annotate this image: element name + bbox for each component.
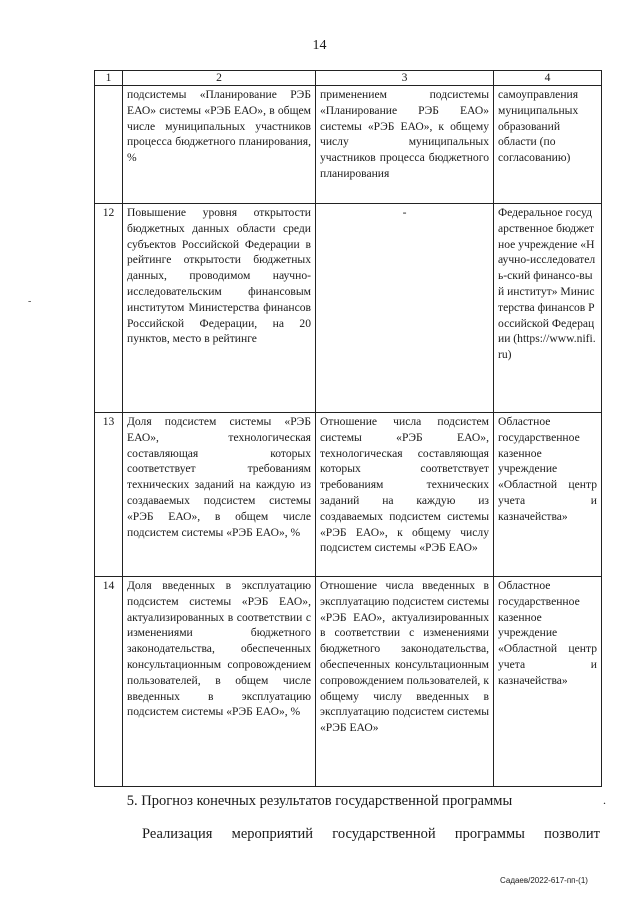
section-trailing-mark: . [603,793,606,807]
source-cell: Федеральное государственное бюджетное учреждение «Научно-исследователь-ский финансо-вый институт» Министерства финансов Российской Федерации (https://www.nifi.ru) [494,204,602,413]
formula-cell: Отношение числа введенных в эксплуатацию подсистем системы «РЭБ ЕАО», актуализированных в соответствии с изменениями бюджетного законодательства, обеспеченных консультационным сопровождением пользователей, к общему числу введенных в эксплуатацию подсистем системы «РЭБ ЕАО» [316,577,494,787]
body-word: позволит [544,826,600,842]
body-word: программы [454,826,525,842]
column-header: 1 [95,71,123,86]
page-number: 14 [312,38,327,53]
formula-cell: Отношение числа подсистем системы «РЭБ ЕАО», технологическая составляющая которых соответствует требованиям технических заданий на каждую из создаваемых подсистем системы «РЭБ ЕАО», к общему числу подсистем системы «РЭБ ЕАО» [316,413,494,577]
section-title: 5. Прогноз конечных результатов государственной программы [126,793,513,809]
footer-code: Садаев/2022-617-пп-(1) [500,876,588,885]
table-row [95,86,602,204]
formula-cell: применением подсистемы «Планирование РЭБ ЕАО» системы «РЭБ ЕАО», к общему числу муниципальных участников процесса бюджетного планирования [316,86,494,204]
formula-cell: - [316,204,494,413]
body-word: государственной [332,826,436,842]
table-row [95,577,602,787]
indicator-cell: Доля подсистем системы «РЭБ ЕАО», технологическая составляющая которых соответствует требованиям технических заданий на каждую из создаваемых подсистем системы «РЭБ ЕАО», в общем числе подсистем системы «РЭБ ЕАО», % [123,413,316,577]
indicator-cell: Доля введенных в эксплуатацию подсистем системы «РЭБ ЕАО», актуализированных в соответствии с изменениями бюджетного законодательства, обеспеченных консультационным сопровождением пользователей, в общем числе введенных в эксплуатацию подсистем системы «РЭБ ЕАО», % [123,577,316,787]
column-header: 3 [316,71,494,86]
source-cell: самоуправления муниципальных образований области (по согласованию) [494,86,602,204]
body-word: мероприятий [231,826,314,842]
row-number [95,86,123,204]
row-number: 14 [95,577,123,787]
table-header-row [95,71,602,86]
row-number: 12 [95,204,123,413]
body-word: Реализация [142,826,213,842]
table-row [95,413,602,577]
indicator-cell: подсистемы «Планирование РЭБ ЕАО» системы «РЭБ ЕАО», в общем числе муниципальных участников процесса бюджетного планирования, % [123,86,316,204]
source-cell: Областное государственное казенное учреждение «Областной центр учета и казначейства» [494,577,602,787]
table-row [95,204,602,413]
source-cell: Областное государственное казенное учреждение «Областной центр учета и казначейства» [494,413,602,577]
indicators-table [94,70,602,787]
row-number: 13 [95,413,123,577]
column-header: 2 [123,71,316,86]
indicator-cell: Повышение уровня открытости бюджетных данных области среди субъектов Российской Федерации в рейтинге открытости бюджетных данных, проводимом научно-исследовательским финансовым институтом Министерства финансов Российской Федерации, на 20 пунктов, место в рейтинге [123,204,316,413]
margin-mark: - [28,296,32,307]
body-paragraph [142,826,600,843]
column-header: 4 [494,71,602,86]
